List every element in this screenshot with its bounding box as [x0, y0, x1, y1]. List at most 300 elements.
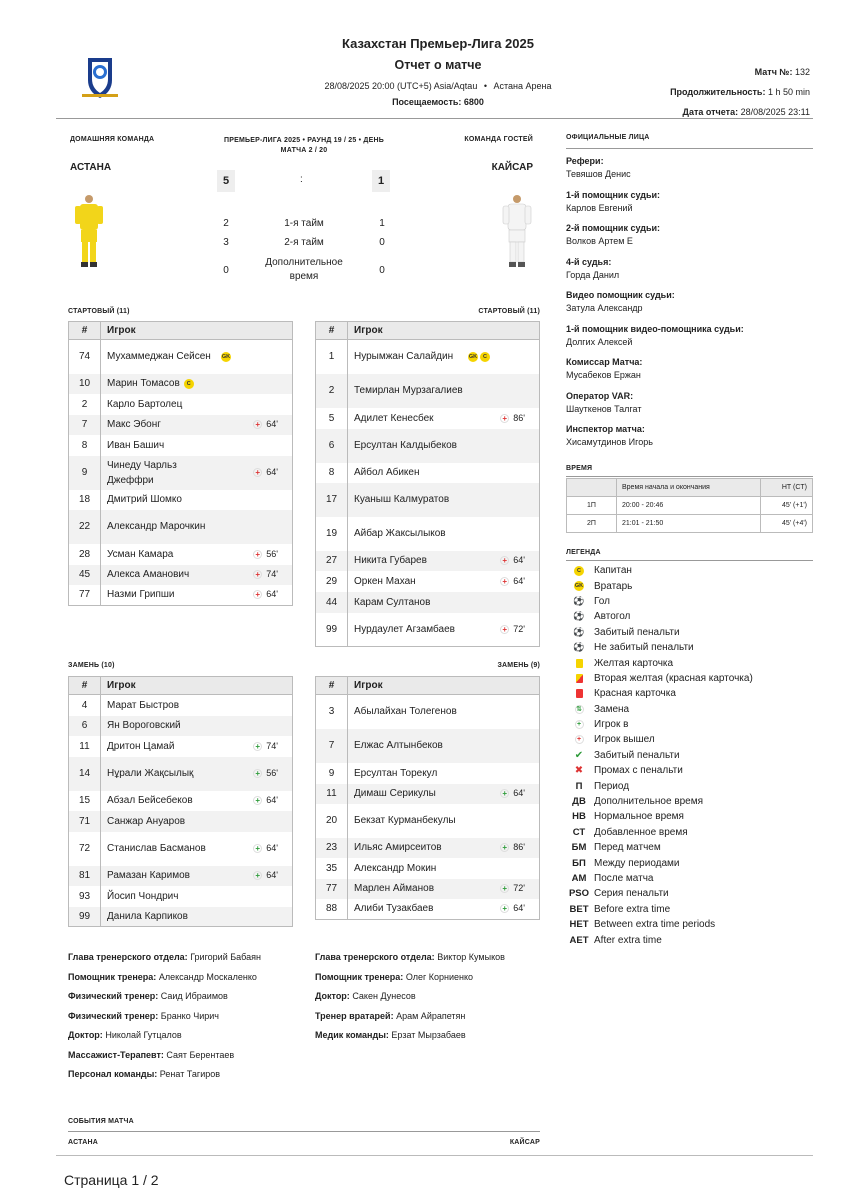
player-name-group [354, 526, 464, 541]
player-name-group [107, 698, 179, 713]
attendance-label: Посещаемость: [392, 97, 462, 107]
legend-item [566, 825, 813, 840]
sub-out-event [500, 574, 525, 589]
staff-name: Ренат Тагиров [159, 1069, 221, 1079]
events-divider [68, 1131, 540, 1132]
legend-item [566, 917, 813, 932]
table-row [316, 571, 540, 592]
player-cell-wrap [107, 397, 292, 412]
player-name: Абылайхан Толегенов [354, 706, 457, 718]
legend-label: After extra time [594, 934, 662, 946]
legend-label: Гол [594, 595, 610, 607]
player-name: Куаныш Калмуратов [354, 494, 450, 505]
player-name: Данила Карпиков [107, 910, 188, 922]
red-card-icon [566, 689, 592, 698]
player-number: 6 [69, 716, 101, 736]
table-row [69, 510, 293, 544]
player-cell [101, 832, 293, 866]
player-badges [468, 352, 490, 362]
official-name: Карлов Евгений [566, 202, 633, 213]
player-cell [348, 804, 540, 838]
report-header [298, 36, 578, 107]
away-starting-caption: СТАРТОВЫЙ (11) [478, 308, 540, 315]
player-number: 9 [69, 456, 101, 490]
table-row [316, 551, 540, 571]
time-range: 21:01 - 21:50 [617, 515, 761, 533]
stadium: Астана Арена [493, 81, 552, 91]
penalty-missed-icon: ⚽ [573, 642, 585, 653]
official-entry [566, 357, 813, 391]
staff-role: Физический тренер: [68, 991, 159, 1001]
player-cell [348, 551, 540, 571]
player-cell [348, 695, 540, 729]
player-cell [348, 592, 540, 613]
official-role: Видео помощник судьи: [566, 290, 675, 300]
player-out-icon: + [253, 420, 262, 429]
player-name: Оркен Махан [354, 575, 416, 587]
legend-abbr: БМ [571, 842, 587, 854]
staff-name: Ерзат Мырзабаев [391, 1030, 466, 1040]
sub-minute: 64' [513, 555, 525, 565]
staff-entry [315, 1007, 555, 1027]
table-row [69, 716, 293, 736]
period-label: Дополнительное время [265, 257, 343, 282]
player-in-icon [566, 720, 592, 729]
legend-item [566, 686, 813, 701]
player-out-icon: + [253, 570, 262, 579]
player-number: 18 [69, 490, 101, 510]
away-kit-icon [500, 194, 534, 264]
table-row [316, 517, 540, 551]
legend-abbr: AET [569, 934, 589, 946]
player-name: Марин Томасов [107, 378, 180, 389]
player-name: Рамазан Каримов [107, 870, 190, 881]
legend-abbr: HET [569, 919, 589, 931]
player-cell [348, 408, 540, 429]
sub-out-event [253, 547, 278, 562]
time-ht: 45' (+4') [760, 515, 813, 533]
official-role: 1-й помощник судьи: [566, 189, 661, 200]
player-cell-wrap [107, 567, 292, 582]
player-cell [348, 879, 540, 899]
col-num-header: # [69, 677, 101, 695]
legend-label: Желтая карточка [594, 657, 674, 669]
player-cell-wrap [354, 622, 539, 637]
legend-label: Серия пенальти [594, 888, 669, 900]
player-cell-wrap [107, 868, 292, 883]
player-in-icon: + [500, 904, 509, 913]
period-row [216, 252, 392, 288]
legend-item [566, 717, 813, 732]
player-cell [101, 866, 293, 886]
player-in-icon: + [253, 742, 262, 751]
player-cell-wrap [354, 861, 539, 876]
legend-item [566, 563, 813, 578]
official-name: Затула Александр [566, 303, 643, 313]
duration-label: Продолжительность: [670, 87, 766, 97]
legend-label: Забитый пенальти [594, 626, 680, 638]
col-player-header: Игрок [348, 322, 540, 340]
player-number: 28 [69, 544, 101, 565]
legend-caption: ЛЕГЕНДА [566, 549, 601, 556]
officials-divider [566, 148, 813, 149]
table-row [69, 585, 293, 606]
legend-item [566, 594, 813, 609]
yellow-card-icon [566, 659, 592, 668]
captain-icon [566, 566, 592, 576]
events-away: КАЙСАР [509, 1139, 540, 1146]
player-name: Темирлан Мурзагалиев [354, 385, 463, 396]
legend-abbr: СТ [572, 826, 586, 838]
player-number: 2 [69, 394, 101, 415]
table-row [316, 429, 540, 463]
legend-label: После матча [594, 873, 654, 884]
legend-abbr: НВ [572, 811, 586, 823]
sub-minute: 64' [266, 870, 278, 880]
table-row [316, 784, 540, 804]
player-cell [348, 838, 540, 858]
officials-list [566, 156, 813, 458]
player-name: Нурымжан Салайдин [354, 351, 454, 363]
official-name: Волков Артем Е [566, 236, 633, 246]
player-name: Макс Эбонг [107, 419, 161, 430]
time-period: 1П [567, 497, 617, 515]
page-number: Страница 1 / 2 [64, 1172, 159, 1188]
player-name-group [107, 519, 217, 534]
player-name-group [107, 718, 181, 733]
away-subs-caption: ЗАМЕНЬ (9) [497, 662, 540, 669]
report-title: Отчет о матче [394, 58, 482, 72]
official-entry [566, 223, 813, 257]
goalkeeper-icon: GK [221, 353, 231, 360]
table-row [69, 811, 293, 832]
player-name-group [107, 458, 217, 488]
staff-name: Бранко Чирич [160, 1010, 219, 1021]
legend-item [566, 702, 813, 717]
player-name-group [107, 841, 217, 856]
player-name-group [107, 793, 217, 808]
legend-label: Промах с пенальти [594, 765, 683, 777]
time-table [566, 478, 813, 533]
table-row [69, 565, 293, 585]
penalty-scored-icon: ⚽ [573, 626, 585, 637]
duration-value: 1 h 50 min [767, 87, 810, 97]
staff-role: Персонал команды: [68, 1069, 158, 1079]
away-score: 1 [372, 170, 390, 192]
legend-item [566, 640, 813, 655]
staff-name: Арам Айрапетян [396, 1010, 466, 1021]
player-number: 17 [316, 483, 348, 517]
col-player-header: Игрок [348, 677, 540, 695]
player-in-icon: + [253, 871, 262, 880]
player-cell-wrap [107, 739, 292, 754]
player-cell [348, 429, 540, 463]
player-out-icon [566, 735, 592, 744]
table-row [69, 866, 293, 886]
sub-minute: 64' [266, 589, 278, 600]
table-row [316, 729, 540, 763]
player-cell [348, 571, 540, 592]
legend-item [566, 932, 813, 947]
legend-label: Игрок в [594, 719, 629, 731]
home-team-caption: ДОМАШНЯЯ КОМАНДА [70, 136, 155, 143]
table-row [316, 340, 540, 374]
sub-out-event [500, 553, 525, 568]
home-team-name: АСТАНА [70, 162, 112, 173]
player-cell [101, 585, 293, 606]
player-out-icon: + [500, 414, 509, 423]
player-number: 14 [69, 757, 101, 791]
legend-item [566, 625, 813, 640]
substitution-icon [566, 705, 592, 714]
player-number: 29 [316, 571, 348, 592]
table-row [69, 791, 293, 811]
player-number: 27 [316, 551, 348, 571]
legend-abbr: ДВ [572, 796, 586, 808]
separator-dot: • [483, 81, 487, 91]
player-name: Айбар Жаксылыков [354, 528, 446, 539]
player-number: 81 [69, 866, 101, 886]
sub-in-event [500, 881, 525, 896]
player-cell [348, 340, 540, 374]
own-goal-icon: ⚽ [573, 611, 585, 622]
sub-minute: 86' [513, 412, 525, 423]
player-cell [101, 791, 293, 811]
legend-item [566, 748, 813, 763]
player-number: 74 [69, 340, 101, 374]
legend-label: Капитан [594, 565, 632, 577]
player-cell [101, 695, 293, 716]
player-cell-wrap [354, 840, 539, 855]
time-ht: 45' (+1') [760, 497, 813, 515]
legend-item [566, 732, 813, 747]
player-cell [348, 463, 540, 483]
home-starting-table [68, 321, 293, 606]
table-row [316, 374, 540, 408]
time-th-blank [567, 479, 617, 497]
player-name-group [107, 417, 161, 432]
player-name-group [354, 786, 436, 801]
sub-in-event [253, 841, 278, 856]
player-number: 8 [316, 463, 348, 483]
away-staff [315, 948, 555, 1046]
official-role: Инспектор матча: [566, 424, 645, 434]
league-title: Казахстан Премьер-Лига 2025 [342, 36, 534, 51]
player-cell-wrap [354, 553, 539, 568]
legend-label: Добавленное время [594, 826, 688, 838]
sub-minute: 64' [266, 795, 278, 805]
table-row [316, 463, 540, 483]
player-name-group [107, 814, 185, 829]
player-name: Чинеду Чарльз Джеффри [107, 459, 177, 486]
player-out-icon: + [500, 625, 509, 634]
period-row [216, 233, 392, 252]
sub-minute: 72' [513, 883, 525, 893]
player-name-group [107, 889, 178, 904]
player-name-group [107, 438, 164, 453]
player-cell [101, 736, 293, 757]
player-cell-wrap [107, 587, 292, 602]
player-number: 1 [316, 340, 348, 374]
card-shape [576, 674, 583, 683]
player-name: Александр Мокин [354, 862, 437, 874]
official-role: 1-й помощник видео-помощника судьи: [566, 323, 744, 334]
period-away: 0 [379, 237, 385, 248]
table-row [316, 879, 540, 899]
match-no-label: Матч №: [754, 67, 793, 77]
player-cell-wrap [354, 492, 539, 507]
match-meta [670, 64, 810, 120]
sub-shape: + [575, 735, 584, 744]
official-entry [566, 424, 813, 458]
player-in-icon: + [253, 844, 262, 853]
match-datetime: 28/08/2025 20:00 (UTC+5) Asia/Aqtau [324, 81, 478, 91]
player-in-icon: + [253, 769, 262, 778]
period-home: 2 [223, 218, 229, 229]
legend-item [566, 886, 813, 901]
attendance-value: 6800 [463, 97, 484, 107]
staff-role: Массажист-Терапевт: [68, 1049, 164, 1060]
table-row [69, 415, 293, 435]
player-cell-wrap [354, 526, 539, 541]
official-entry [566, 324, 813, 358]
sub-in-event [253, 793, 278, 808]
player-number: 19 [316, 517, 348, 551]
table-row [69, 544, 293, 565]
staff-name: Виктор Кумыков [437, 952, 505, 962]
official-entry [566, 190, 813, 224]
legend-label: Красная карточка [594, 688, 676, 700]
player-cell-wrap [354, 813, 539, 828]
player-name: Нурдаулет Агзамбаев [354, 623, 455, 635]
roster-header-row [316, 322, 540, 340]
table-row [69, 394, 293, 415]
table-row [69, 435, 293, 456]
player-name: Бекзат Курманбекулы [354, 815, 456, 826]
player-number: 99 [316, 613, 348, 647]
player-name-group [107, 587, 175, 602]
staff-name: Саид Ибраимов [160, 991, 228, 1001]
player-name: Иван Башич [107, 439, 165, 451]
player-name: Айбол Абикен [354, 467, 420, 478]
table-row [69, 907, 293, 927]
player-name-group [354, 553, 427, 568]
player-cell-wrap [107, 492, 292, 507]
player-cell [101, 757, 293, 791]
player-cell [101, 811, 293, 832]
legend-label: Вторая желтая (красная карточка) [594, 672, 753, 684]
sub-minute: 64' [513, 903, 525, 914]
staff-name: Александр Москаленко [158, 971, 257, 982]
staff-entry [68, 968, 308, 988]
goalkeeper-badge: GK [574, 583, 584, 590]
sub-out-event [500, 622, 525, 637]
staff-role: Физический тренер: [68, 1010, 159, 1021]
legend-list [566, 563, 813, 948]
player-name: Дритон Цамай [107, 740, 175, 752]
sub-minute: 56' [266, 768, 278, 778]
player-name: Абзал Бейсебеков [107, 795, 193, 806]
goalkeeper-icon [566, 581, 592, 591]
player-name-group [107, 868, 217, 883]
home-staff [68, 948, 308, 1085]
legend-abbr: АМ [571, 873, 587, 884]
player-name-group [354, 881, 434, 896]
events-caption: СОБЫТИЯ МАТЧА [68, 1118, 134, 1125]
league-logo [78, 52, 122, 102]
legend-abbr: BET [569, 903, 589, 915]
player-cell-wrap [354, 738, 539, 753]
player-cell [348, 763, 540, 784]
staff-name: Олег Корниенко [405, 971, 474, 982]
player-cell [348, 729, 540, 763]
player-name-group [354, 738, 464, 753]
player-name-group [354, 766, 464, 781]
staff-entry [315, 968, 555, 988]
time-period: 2П [567, 515, 617, 533]
player-cell-wrap [354, 901, 539, 916]
player-cell-wrap [107, 909, 292, 924]
player-number: 11 [69, 736, 101, 757]
player-cell [101, 394, 293, 415]
header-divider [56, 118, 813, 119]
penalty-cross-icon: ✖ [574, 765, 584, 777]
home-subs-table [68, 676, 293, 927]
legend-item [566, 778, 813, 793]
away-team-name: КАЙСАР [491, 162, 533, 173]
player-cell [101, 716, 293, 736]
player-cell-wrap [107, 718, 292, 733]
player-number: 23 [316, 838, 348, 858]
period-label: 2-я тайм [284, 237, 324, 248]
player-name-group [354, 622, 464, 637]
legend-abbr: П [575, 780, 583, 792]
player-name-group [354, 383, 464, 398]
col-num-header: # [69, 322, 101, 340]
sub-shape: ⇅ [576, 705, 582, 713]
sub-out-event [253, 587, 278, 602]
legend-label: Перед матчем [594, 842, 661, 854]
player-name: Карам Султанов [354, 596, 431, 608]
official-name: Тевяшов Денис [566, 169, 631, 179]
player-name: Алекса Аманович [107, 569, 190, 580]
home-subs-caption: ЗАМЕНЬ (10) [68, 662, 115, 669]
staff-role: Доктор: [315, 991, 350, 1001]
legend-label: Между периодами [594, 857, 680, 869]
player-number: 20 [316, 804, 348, 838]
player-cell [101, 565, 293, 585]
player-number: 45 [69, 565, 101, 585]
away-team-caption: КОМАНДА ГОСТЕЙ [464, 136, 533, 143]
staff-name: Григорий Бабаян [190, 952, 261, 962]
time-range: 20:00 - 20:46 [617, 497, 761, 515]
player-name-group [354, 465, 420, 480]
player-out-icon: + [253, 468, 262, 477]
sub-minute: 64' [266, 419, 278, 429]
player-number: 8 [69, 435, 101, 456]
report-date-label: Дата отчета: [682, 107, 739, 117]
player-cell [348, 858, 540, 879]
player-number: 6 [316, 429, 348, 463]
sub-minute: 64' [266, 843, 278, 853]
staff-name: Николай Гутцалов [105, 1030, 182, 1040]
player-name: Дмитрий Шомко [107, 494, 182, 505]
player-name-group [107, 349, 231, 364]
player-name: Адилет Кенесбек [354, 412, 434, 424]
player-cell-wrap [107, 547, 292, 562]
player-cell-wrap [107, 889, 292, 904]
player-number: 93 [69, 886, 101, 907]
